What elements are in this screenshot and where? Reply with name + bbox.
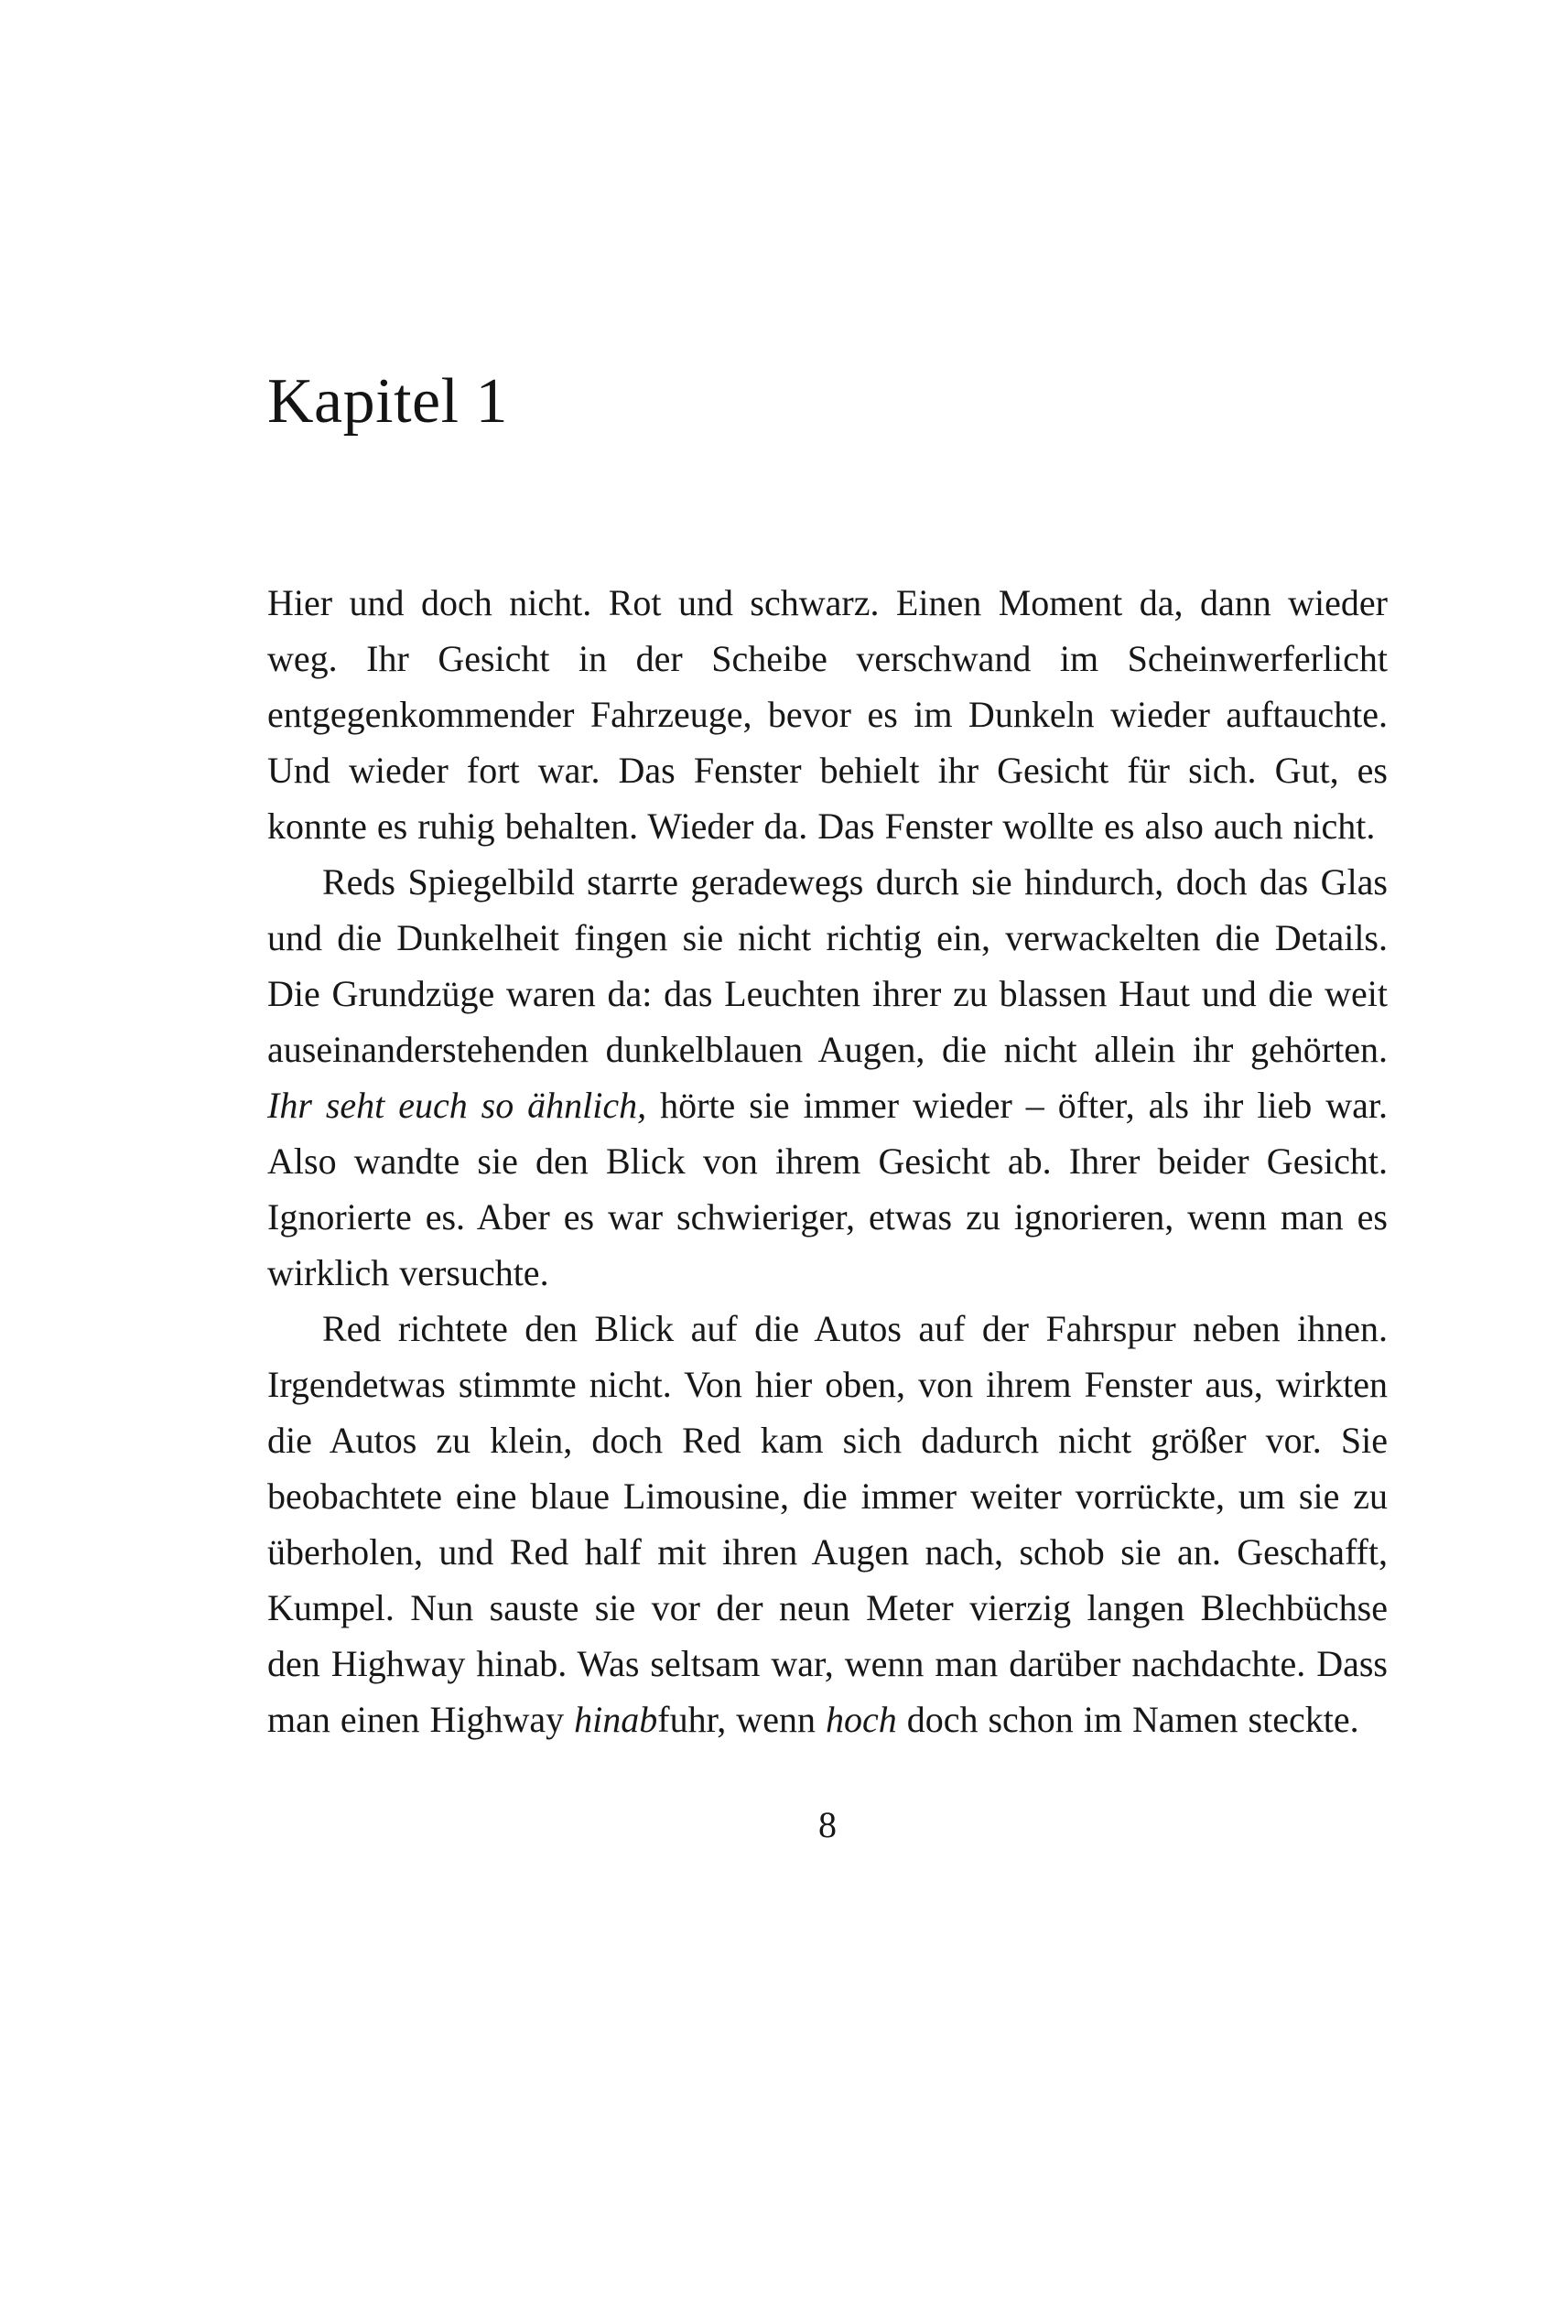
text-run: fuhr, wenn xyxy=(657,1699,826,1740)
page-number: 8 xyxy=(818,1804,837,1845)
text-run: doch schon im Namen steckte. xyxy=(896,1699,1359,1740)
text-run: Reds Spiegelbild starrte geradewegs durch sie hindurch, doch das Glas und die Dunkelheit fingen sie nicht richtig ein, verwackelten die Details. Die Grundzüge waren da: das Leuchten ihrer zu blassen Haut und die weit auseinanderstehenden dunkelblauen Augen, die nicht allein ihr gehörten. xyxy=(267,861,1388,1070)
text-run: Hier und doch nicht. Rot und schwarz. Einen Moment da, dann wieder weg. Ihr Gesicht in der Scheibe verschwand im Scheinwerferlicht entgegenkommender Fahrzeuge, bevor es im Dunkeln wieder auftauchte. Und wieder fort war. Das Fenster behielt ihr Gesicht für sich. Gut, es konnte es ruhig behalten. Wieder da. Das Fenster wollte es also auch nicht. xyxy=(267,582,1388,847)
text-block xyxy=(267,364,1388,1853)
text-run: Red richtete den Blick auf die Autos auf der Fahrspur neben ihnen. Irgendetwas stimmte nicht. Von hier oben, von ihrem Fenster aus, wirkten die Autos zu klein, doch Red kam sich dadurch nicht größer vor. Sie beobachtete eine blaue Limousine, die immer weiter vorrückte, um sie zu überholen, und Red half mit ihren Augen nach, schob sie an. Geschafft, Kumpel. Nun sauste sie vor der neun Meter vierzig langen Blechbüchse den Highway hinab. Was seltsam war, wenn man darüber nachdachte. Dass man einen Highway xyxy=(267,1308,1388,1740)
text-run: hörte sie immer wieder – öfter, als ihr lieb war. Also wandte sie den Blick von ihrem Gesicht ab. Ihrer beider Gesicht. Ignorierte es. Aber es war schwieriger, etwas zu ignorieren, wenn man es wirklich versuchte. xyxy=(267,1085,1389,1293)
italic-text-run: hinab xyxy=(574,1699,658,1740)
body-copy xyxy=(267,575,1388,1747)
italic-text-run: Ihr seht euch so ähnlich, xyxy=(267,1085,647,1126)
paragraph xyxy=(267,1301,1388,1747)
paragraph xyxy=(267,854,1388,1301)
chapter-heading: Kapitel 1 xyxy=(267,366,509,437)
paragraph xyxy=(267,575,1388,854)
italic-text-run: hoch xyxy=(825,1699,897,1740)
